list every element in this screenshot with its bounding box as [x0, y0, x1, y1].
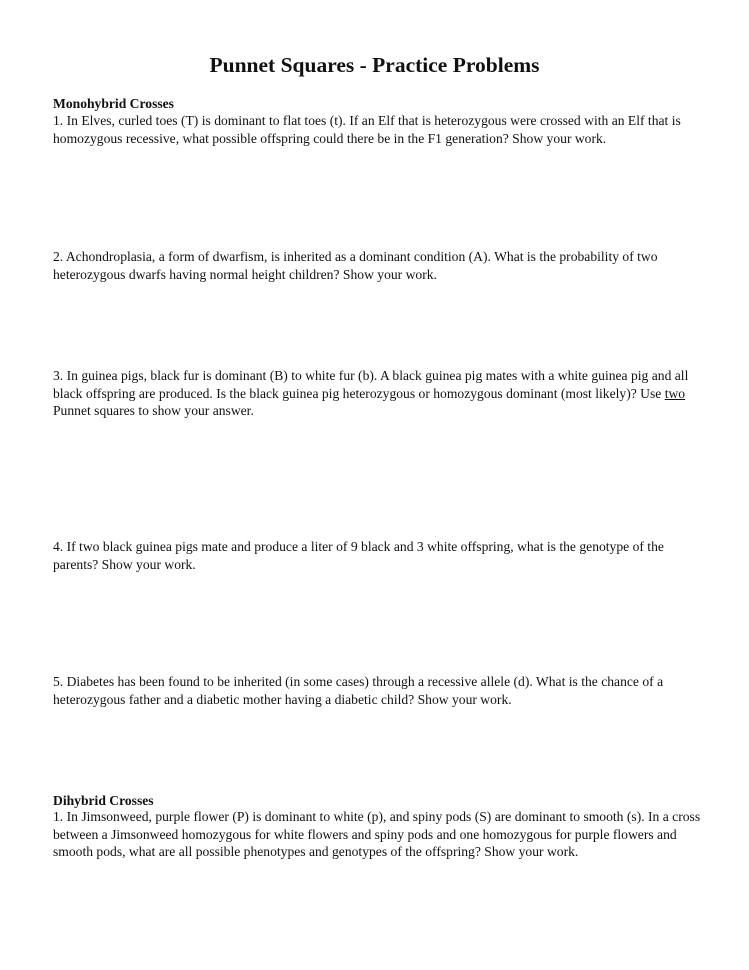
monohybrid-problem-2: 2. Achondroplasia, a form of dwarfism, is inherited as a dominant condition (A). What is the probability of two heterozygous dwarfs having normal height children? Show your work.	[53, 249, 658, 282]
dihybrid-heading: Dihybrid Crosses	[53, 793, 154, 808]
problem-3-text-start: 3. In guinea pigs, black fur is dominant (B) to white fur (b). A black guinea pig mates with a white guinea pig and all black offspring are produced. Is the black guinea pig heterozygous or homozygous dominant (most likely)? Use	[53, 368, 689, 401]
monohybrid-problem-4: 4. If two black guinea pigs mate and produce a liter of 9 black and 3 white offspring, what is the genotype of the parents? Show your work.	[53, 539, 664, 572]
problem-3-emphasis: two	[664, 385, 686, 401]
dihybrid-problem-1: 1. In Jimsonweed, purple flower (P) is dominant to white (p), and spiny pods (S) are dominant to smooth (s). In a cross between a Jimsonweed homozygous for white flowers and spiny pods and one homozygous for purple flowers and smooth pods, what are all possible phenotypes and genotypes of the offspring? Show your work.	[53, 809, 701, 859]
monohybrid-problem-5: 5. Diabetes has been found to be inherited (in some cases) through a recessive allele (d). What is the chance of a heterozygous father and a diabetic mother having a diabetic child? Show your work.	[53, 674, 664, 707]
monohybrid-problem-3	[53, 367, 703, 420]
page-title: Punnet Squares - Practice Problems	[209, 53, 540, 77]
problem-3-text-end: Punnet squares to show your answer.	[53, 403, 254, 418]
monohybrid-heading: Monohybrid Crosses	[53, 96, 174, 111]
monohybrid-problem-1: 1. In Elves, curled toes (T) is dominant to flat toes (t). If an Elf that is heterozygous were crossed with an Elf that is homozygous recessive, what possible offspring could there be in the F1 generation? Show your work.	[53, 113, 681, 146]
